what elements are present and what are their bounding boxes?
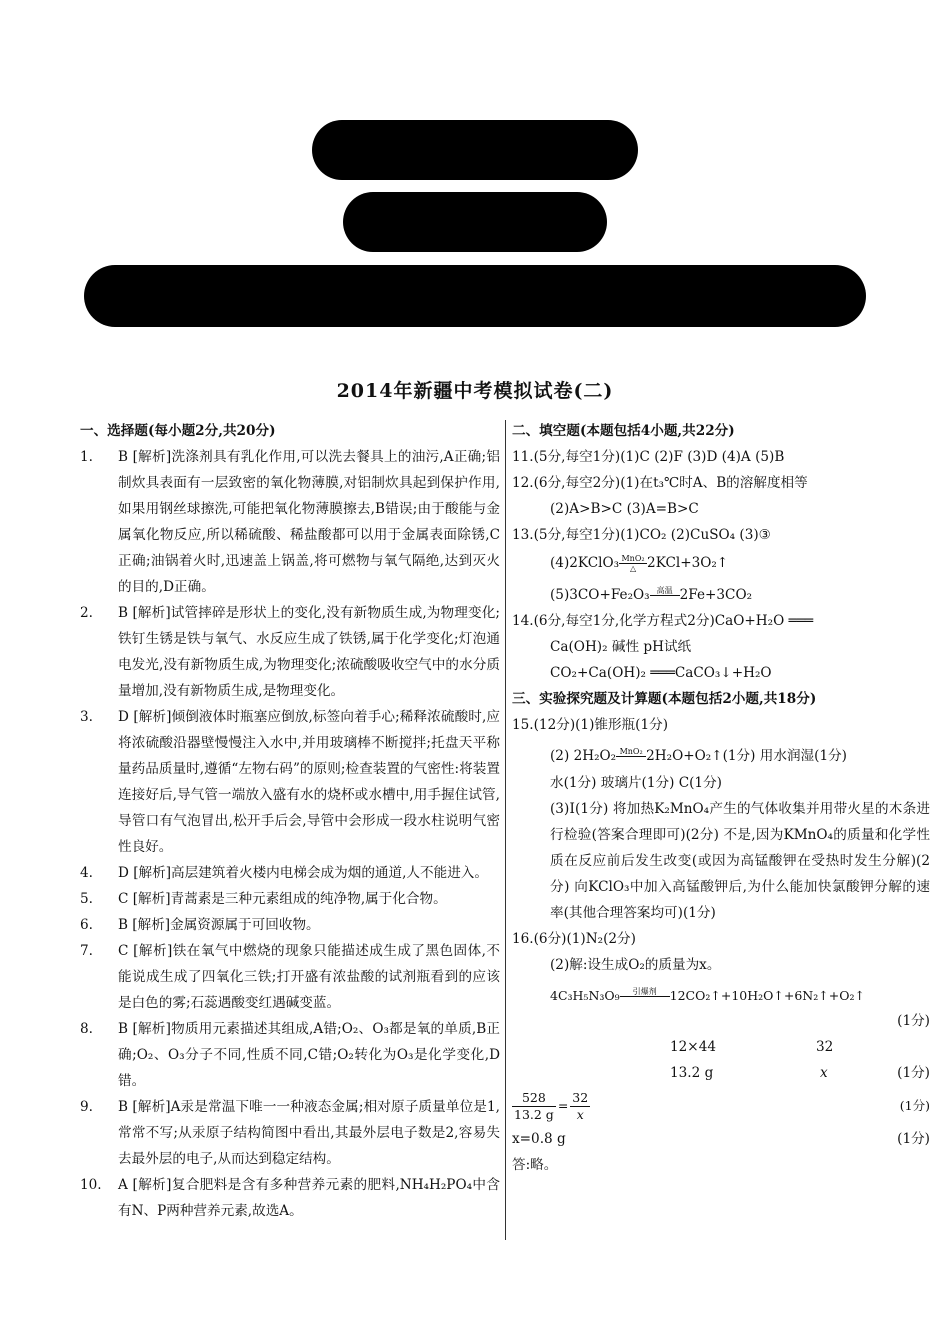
proportion-row: $\frac{528}{13.2 g}$ = $\frac{32}{x}$ (1分) bbox=[514, 1089, 930, 1122]
choice-answer-item bbox=[80, 1016, 500, 1094]
calc-row-1: 12×44 32 bbox=[670, 1039, 834, 1055]
answer-text: C [解析]铁在氧气中燃烧的现象只能描述成生成了黑色固体,不能说成生成了四氧化三铁;打开盛有浓盐酸的试剂瓶看到的应该是白色的雾;石蕊遇酸变红遇碱变蓝。 bbox=[118, 943, 500, 1011]
answer-text: B [解析]A汞是常温下唯一一种液态金属;相对原子质量单位是1,常常不写;从汞原子结构简图中看出,其最外层电子数是2,容易失去最外层的电子,从而达到稳定结构。 bbox=[118, 1099, 500, 1167]
answer-text: D [解析]高层建筑着火楼内电梯会成为烟的通道,人不能进入。 bbox=[118, 865, 488, 881]
page-title: 2014年新疆中考模拟试卷(二) bbox=[336, 380, 614, 402]
choice-answer-item bbox=[80, 886, 500, 912]
left-column bbox=[80, 418, 500, 1224]
answer-14-line1: 14.(6分,每空1分,化学方程式2分)CaO+H₂O ═══ bbox=[512, 613, 814, 629]
answer-12-line1: 12.(6分,每空2分)(1)在t₃℃时A、B的溶解度相等 bbox=[512, 475, 808, 491]
question-number: 2. bbox=[80, 605, 93, 621]
choice-answer-list bbox=[80, 444, 500, 1224]
question-number: 8. bbox=[80, 1021, 93, 1037]
redaction-bar-3 bbox=[84, 265, 866, 327]
score-line-1: (1分) bbox=[897, 1013, 930, 1029]
choice-answer-item bbox=[80, 938, 500, 1016]
answer-13-line1: 13.(5分,每空1分)(1)CO₂ (2)CuSO₄ (3)③ bbox=[512, 527, 771, 543]
answer-text: B [解析]试管摔碎是形状上的变化,没有新物质生成,为物理变化;铁钉生锈是铁与氧气、水反应生成了铁锈,属于化学变化;灯泡通电发光,没有新物质生成,为物理变化;浓硫酸吸收空气中的水分质量增加,没有新物质生成,是物理变化。 bbox=[118, 605, 500, 699]
question-number: 6. bbox=[80, 917, 93, 933]
choice-answer-item bbox=[80, 704, 500, 860]
column-divider bbox=[505, 420, 506, 1240]
answer-text: A [解析]复合肥料是含有多种营养元素的肥料,NH₄H₂PO₄中含有N、P两种营养元素,故选A。 bbox=[118, 1177, 500, 1219]
answer-15-equation: (2) 2H₂O₂ MnO₂ 2H₂O+O₂↑(1分) 用水润湿(1分) bbox=[550, 747, 847, 764]
result-row: x=0.8 g (1分) bbox=[512, 1131, 930, 1147]
section-heading-fill: 二、填空题(本题包括4小题,共22分) bbox=[512, 423, 735, 439]
choice-answer-item bbox=[80, 1094, 500, 1172]
answer-13-equation-5: (5)3CO+Fe₂O₃ 高温 2Fe+3CO₂ bbox=[550, 586, 753, 603]
reaction-condition: 引爆剂 bbox=[620, 987, 670, 1006]
answer-16-line1: 16.(6分)(1)N₂(2分) bbox=[512, 931, 636, 947]
question-number: 4. bbox=[80, 865, 93, 881]
answer-13-equation-4: (4)2KClO₃ MnO₂ △ 2KCl+3O₂↑ bbox=[550, 554, 729, 573]
final-answer: 答:略。 bbox=[512, 1157, 558, 1173]
answer-text: B [解析]洗涤剂具有乳化作用,可以洗去餐具上的油污,A正确;铝制炊具表面有一层致密的氧化物薄膜,对铝制炊具起到保护作用,如果用钢丝球擦洗,可能把氧化物薄膜擦去,B错误;由于酸能与金属氧化物反应,所以稀硫酸、稀盐酸都可以用于金属表面除锈,C正确;油锅着火时,迅速盖上锅盖,将可燃物与氧气隔绝,达到灭火的目的,D正确。 bbox=[118, 449, 500, 595]
redaction-bar-1 bbox=[312, 120, 638, 180]
answer-11: 11.(5分,每空1分)(1)C (2)F (3)D (4)A (5)B bbox=[512, 449, 785, 465]
choice-answer-item bbox=[80, 1172, 500, 1224]
answer-text: C [解析]青蒿素是三种元素组成的纯净物,属于化合物。 bbox=[118, 891, 447, 907]
answer-14-line3: CO₂+Ca(OH)₂ ═══CaCO₃↓+H₂O bbox=[550, 665, 772, 681]
choice-answer-item bbox=[80, 912, 500, 938]
section-heading-choice: 一、选择题(每小题2分,共20分) bbox=[80, 423, 276, 439]
answer-text: B [解析]金属资源属于可回收物。 bbox=[118, 917, 320, 933]
choice-answer-item bbox=[80, 444, 500, 600]
reaction-condition: MnO₂ bbox=[616, 747, 646, 766]
question-number: 10. bbox=[80, 1177, 102, 1193]
section-heading-experiment: 三、实验探究题及计算题(本题包括2小题,共18分) bbox=[512, 691, 817, 707]
question-number: 9. bbox=[80, 1099, 93, 1115]
fraction-right: $\frac{32}{x}$ bbox=[572, 1089, 589, 1122]
answer-16-line2: (2)解:设生成O₂的质量为x。 bbox=[550, 957, 721, 973]
choice-answer-item bbox=[80, 600, 500, 704]
answer-16-equation: 4C₃H₅N₃O₉ 引爆剂 12CO₂↑+10H₂O↑+6N₂↑+O₂↑ bbox=[512, 978, 930, 1008]
answer-14-line2: Ca(OH)₂ 碱性 pH试纸 bbox=[550, 639, 692, 655]
answer-text: D [解析]倾倒液体时瓶塞应倒放,标签向着手心;稀释浓硫酸时,应将浓硫酸沿器壁慢慢注入水中,并用玻璃棒不断搅拌;托盘天平称量药品质量时,遵循“左物右码”的原则;检查装置的气密性:将装置连接好后,导气管一端放入盛有水的烧杯或水槽中,用手握住试管,导管口有气泡冒出,松开手后会,导管中会形成一段水柱说明气密性良好。 bbox=[118, 709, 500, 855]
answer-15-line3: 水(1分) 玻璃片(1分) C(1分) bbox=[550, 775, 722, 791]
answer-12-line2: (2)A>B>C (3)A=B>C bbox=[550, 501, 699, 517]
calc-row-2: 13.2 g x (1分) bbox=[670, 1065, 930, 1081]
question-number: 3. bbox=[80, 709, 93, 725]
answer-15-line1: 15.(12分)(1)锥形瓶(1分) bbox=[512, 717, 669, 733]
answer-text: B [解析]物质用元素描述其组成,A错;O₂、O₃都是氧的单质,B正确;O₂、O₃分子不同,性质不同,C错;O₂转化为O₃是化学变化,D错。 bbox=[118, 1021, 500, 1089]
answer-15-part3: (3)Ⅰ(1分) 将加热K₂MnO₄产生的气体收集并用带火星的木条进行检验(答案合理即可)(2分) 不是,因为KMnO₄的质量和化学性质在反应前后发生改变(或因为高锰酸钾在受热时发生分解)(2分) 向KClO₃中加入高锰酸钾后,为什么能加快氯酸钾分解的速率(其他合理答案均可)(1分) bbox=[550, 801, 930, 921]
right-column bbox=[512, 418, 930, 1178]
choice-answer-item bbox=[80, 860, 500, 886]
question-number: 1. bbox=[80, 449, 93, 465]
fraction-left: $\frac{528}{13.2 g}$ bbox=[514, 1089, 554, 1122]
redaction-bar-2 bbox=[343, 192, 607, 252]
reaction-condition: MnO₂ △ bbox=[619, 554, 647, 573]
reaction-condition: 高温 bbox=[650, 586, 680, 605]
question-number: 5. bbox=[80, 891, 93, 907]
question-number: 7. bbox=[80, 943, 93, 959]
